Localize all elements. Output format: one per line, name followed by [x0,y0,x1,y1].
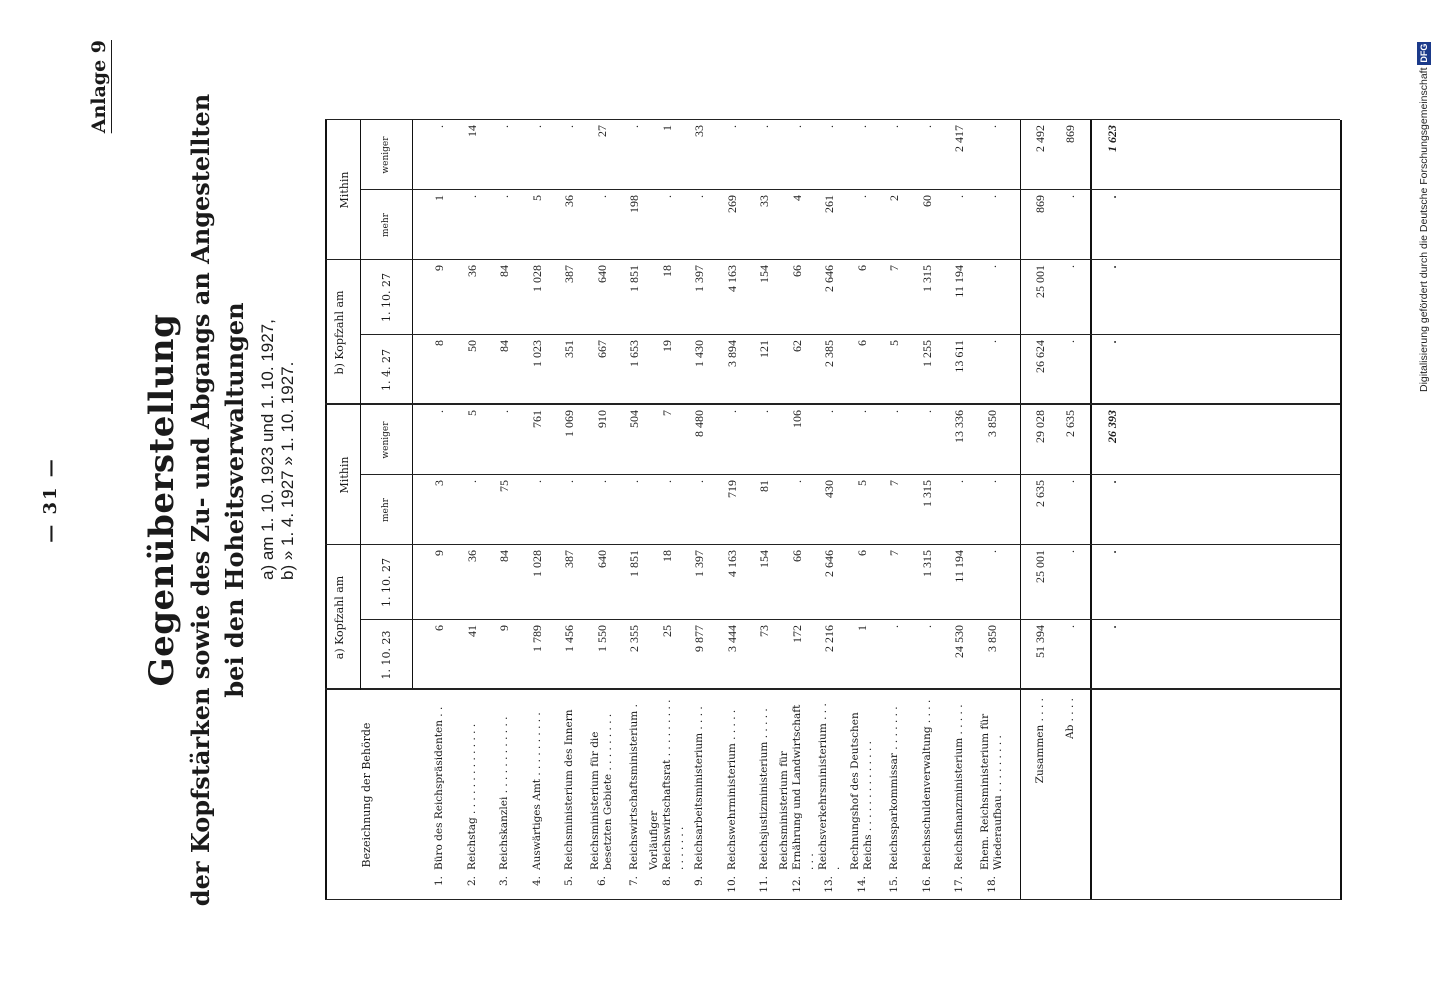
cell-aw: . [497,410,511,413]
cell-bw: 27 [594,125,609,137]
cell-b1: 13 611 [952,340,966,373]
cell-b2: 6 [854,265,869,271]
row-number: 14. [855,876,868,893]
header-b-date2: 1. 10. 27 [380,273,393,322]
cell-b1: 1 430 [692,340,706,367]
cell-b1: . [1105,340,1119,343]
cell-a1: 2 216 [822,625,836,652]
cell-bw: . [919,125,934,128]
cell-b2: 2 646 [822,265,836,292]
cell-bm: 198 [627,195,641,213]
cell-am: . [1105,480,1119,483]
cell-am: . [1063,480,1077,483]
cell-bw: 2 492 [1033,125,1047,152]
totals-rule [1020,120,1021,900]
cell-b2: 1 028 [529,265,544,292]
authority-label: Reichsverkehrsministerium . . . . [816,703,842,870]
cell-am: . [952,480,966,483]
row-number: 9. [693,876,705,887]
cell-bw: 1 [659,125,674,131]
cell-a2: 640 [594,550,609,568]
cell-bw: . [822,125,836,128]
cell-am: 719 [724,480,739,498]
cell-a1: . [919,625,934,628]
row-number: 18. [985,876,998,893]
cell-b1: 3 894 [724,340,739,367]
cell-b2: 1 851 [627,265,641,292]
cell-aw: 106 [789,410,804,428]
row-number: 15. [888,876,900,893]
side-credit-text: Digitalisierung gefördert durch die Deutsche Forschungsgemeinschaft [1418,67,1430,392]
row-number: 3. [498,876,510,887]
cell-a1: 1 550 [594,625,609,652]
cell-b2: 640 [594,265,609,283]
cell-a2: 1 315 [919,550,934,577]
cell-am: 7 [887,480,901,486]
cell-a2: 387 [562,550,576,568]
page-number: — 31 — [40,457,61,543]
cell-aw: 13 336 [952,410,966,443]
cell-aw: . [854,410,869,413]
header-b-weniger: weniger [381,136,391,174]
cell-b2: 11 194 [952,265,966,298]
header-a-mehr: mehr [381,498,391,522]
result-row [1098,120,1127,900]
cell-aw: 761 [529,410,544,428]
cell-b1: . [1063,340,1077,343]
cell-aw: 1 069 [562,410,576,437]
cell-a2: 9 [432,550,446,556]
cell-bw: 1 623 [1105,125,1119,152]
title-main: Gegenüberstellung [142,313,182,687]
table-row [978,120,1007,900]
cell-b2: 1 315 [919,265,934,292]
cell-aw: 2 635 [1063,410,1077,437]
cell-b1: 50 [464,340,479,352]
row-number: 6. [595,876,608,887]
cell-a1: 3 850 [984,625,999,652]
row-number: 10. [725,876,738,893]
table-top-rule [325,120,327,900]
annex-label: Anlage 9 [88,40,110,134]
cell-am: . [594,480,609,483]
cell-a2: 2 646 [822,550,836,577]
header-a-weniger: weniger [381,421,391,459]
table-row [913,120,942,900]
cell-a1: 2 355 [627,625,641,652]
cell-a2: 1 397 [692,550,706,577]
cell-a1: 25 [659,625,674,637]
cell-am: 3 [432,480,446,486]
cell-bm: 869 [1033,195,1047,213]
cell-am: 2 635 [1033,480,1047,507]
cell-am: . [529,480,544,483]
cell-bw: 869 [1063,125,1077,143]
cell-bw: . [562,125,576,128]
cell-bm: . [984,195,999,198]
cell-b2: 25 001 [1033,265,1047,298]
authority-label: Reichsfinanzministerium . . . . . [953,704,965,870]
cell-b1: 351 [562,340,576,358]
table-row [848,120,877,900]
cell-a2: 36 [464,550,479,562]
cell-b2: 387 [562,265,576,283]
cell-b1: 1 653 [627,340,641,367]
cell-b1: 667 [594,340,609,358]
row-number: 2. [465,876,478,887]
cell-bw: . [984,125,999,128]
cell-a2: 84 [497,550,511,562]
cell-a2: . [1105,550,1119,553]
cell-bw: . [887,125,901,128]
cell-aw: 26 393 [1105,410,1119,443]
cell-bw: . [789,125,804,128]
authority-label: Rechnungshof des Deutschen Reichs . . . . . . . . . . . . . . [849,712,874,870]
side-credit [1416,8,1432,392]
cell-a2: 1 851 [627,550,641,577]
authority-label: Reichsministerium für Ernährung und Landwirtschaft . . . [777,704,816,870]
cell-am: . [659,480,674,483]
cell-aw: . [822,410,836,413]
header-group-a: a) Kopfzahl am [333,575,346,660]
table-row [685,120,714,900]
authority-label: Büro des Reichspräsidenten . . [433,706,445,870]
cell-b1: 26 624 [1033,340,1047,373]
table-row [647,120,686,900]
cell-b2: 154 [757,265,771,283]
cell-a2: 1 028 [529,550,544,577]
cell-b2: . [1105,265,1119,268]
cell-b2: 36 [464,265,479,277]
row-number: 7. [628,876,640,887]
cell-bm: . [1105,195,1119,198]
cell-bm: . [854,195,869,198]
authority-label: Reichstag . . . . . . . . . . . . . . [465,723,478,870]
row-number: 1. [433,876,445,887]
cell-aw: 5 [464,410,479,416]
subtitle-b: b) » 1. 4. 1927 » 1. 10. 1927. [278,361,297,580]
cell-a1: 3 444 [724,625,739,652]
authority-label: Reichsjustizministerium . . . . . [758,708,770,870]
cell-b2: 84 [497,265,511,277]
table-row [490,120,519,900]
row-number: 4. [530,876,543,887]
cell-a1: . [1105,625,1119,628]
table-row [750,120,779,900]
cell-a1: 1 [854,625,869,631]
cell-aw: . [724,410,739,413]
header-a-date2: 1. 10. 27 [380,558,393,607]
cell-bm: 33 [757,195,771,207]
cell-a1: . [1063,625,1077,628]
cell-aw: 910 [594,410,609,428]
cell-b2: . [984,265,999,268]
cell-bm: . [692,195,706,198]
table-row [718,120,747,900]
table-row [458,120,487,900]
authority-label: Ehem. Reichsministerium für Wiederaufbau . . . . . . . . . [979,713,1004,870]
row-number: 16. [920,876,933,893]
cell-a1: 1 789 [529,625,544,652]
cell-b1: 19 [659,340,674,352]
header-b-date1: 1. 4. 27 [380,349,393,391]
cell-bm: 4 [789,195,804,201]
table-row [523,120,552,900]
cell-aw: 8 480 [692,410,706,437]
authority-label: Reichswirtschaftsministerium . [628,704,640,870]
table-row [555,120,584,900]
cell-am: 1 315 [919,480,934,507]
authority-label: Reichswehrministerium . . . . . [725,709,738,870]
authority-label: Reichsministerium für die besetzten Gebiete . . . . . . . . . [589,713,614,870]
totals-row [1026,120,1055,900]
header-mithin-a: Mithin [338,456,351,494]
cell-a2: 18 [659,550,674,562]
authority-label: Reichssparkommissar . . . . . . . [888,706,900,870]
header-bottom-rule [412,120,413,690]
cell-b1: . [984,340,999,343]
cell-am: 81 [757,480,771,492]
cell-a2: 154 [757,550,771,568]
cell-bw: . [854,125,869,128]
cell-a1: 6 [432,625,446,631]
cell-a1: 41 [464,625,479,637]
table-row [815,120,844,900]
authority-label: Reichsarbeitsministerium . . . . [693,706,705,870]
cell-bm: 36 [562,195,576,207]
table-row [620,120,649,900]
cell-am: 5 [854,480,869,486]
authority-label: Vorläufiger Reichswirtschaftsrat . . . . . . . . . . . . . . . . [647,699,686,870]
cell-am: . [562,480,576,483]
cell-b1: 1 023 [529,340,544,367]
cell-bm: 60 [919,195,934,207]
cell-b1: 62 [789,340,804,352]
cell-b1: 2 385 [822,340,836,367]
authority-label: Reichskanzlei . . . . . . . . . . . . [498,716,510,870]
row-number: 12. [790,876,803,893]
cell-bm: . [1063,195,1077,198]
cell-bw: 2 417 [952,125,966,152]
cell-b2: . [1063,265,1077,268]
cell-a2: 4 163 [724,550,739,577]
cell-bm: . [659,195,674,198]
cell-a1: 9 877 [692,625,706,652]
cell-a2: 25 001 [1033,550,1047,583]
cell-am: . [464,480,479,483]
table-bottom-rule [1340,120,1342,900]
cell-aw: . [757,410,771,413]
cell-a2: 66 [789,550,804,562]
cell-b2: 1 397 [692,265,706,292]
cell-bm: . [594,195,609,198]
dfg-logo: DFG [1419,43,1429,63]
header-authority: Bezeichnung der Behörde [360,722,373,868]
cell-am: 430 [822,480,836,498]
cell-bw: 14 [464,125,479,137]
cell-aw: 3 850 [984,410,999,437]
authority-label: Auswärtiges Amt . . . . . . . . . . [530,712,543,870]
authority-label: Reichsschuldenverwaltung . . . . [920,699,933,870]
cell-b1: 8 [432,340,446,346]
title-line-3: bei den Hoheitsverwaltungen [220,302,249,698]
cell-a1: 24 530 [952,625,966,658]
cell-b1: 6 [854,340,869,346]
cell-bm: 1 [432,195,446,201]
cell-aw: 7 [659,410,674,416]
table-row [425,120,454,900]
row-number: 8. [660,876,673,887]
cell-am: . [984,480,999,483]
cell-aw: 29 028 [1033,410,1047,443]
row-number: 11. [758,876,770,893]
cell-bw: . [757,125,771,128]
cell-a2: 6 [854,550,869,556]
cell-b1: 1 255 [919,340,934,367]
cell-b2: 18 [659,265,674,277]
cell-a2: 7 [887,550,901,556]
cell-a2: . [1063,550,1077,553]
cell-a1: 172 [789,625,804,643]
cell-a2: 11 194 [952,550,966,583]
row-number: 13. [823,876,835,893]
cell-bm: 5 [529,195,544,201]
table-row [880,120,909,900]
cell-a1: 51 394 [1033,625,1047,658]
ab-row [1056,120,1085,900]
cell-aw: . [432,410,446,413]
cell-a1: 1 456 [562,625,576,652]
authority-label: Ab . . . . [1064,698,1076,740]
row-number: 17. [953,876,965,893]
cell-b1: 84 [497,340,511,352]
title-line-2: der Kopfstärken sowie des Zu- und Abgangs an Angestellten [186,93,215,907]
cell-a1: 73 [757,625,771,637]
cell-aw: . [887,410,901,413]
cell-bw: . [432,125,446,128]
table-row [588,120,617,900]
cell-bw: 33 [692,125,706,137]
header-mithin-b: Mithin [338,171,351,209]
cell-am: . [692,480,706,483]
table-row [777,120,816,900]
cell-bm: . [497,195,511,198]
cell-bw: . [497,125,511,128]
cell-bm: 2 [887,195,901,201]
cell-b2: 9 [432,265,446,271]
subtitle-a: a) am 1. 10. 1923 und 1. 10. 1927, [258,319,277,580]
cell-b2: 4 163 [724,265,739,292]
row-number: 5. [563,876,575,887]
cell-b2: 7 [887,265,901,271]
cell-bw: . [724,125,739,128]
cell-bw: . [529,125,544,128]
authority-label: Reichsministerium des Innern [563,709,575,870]
cell-bw: . [627,125,641,128]
cell-b1: 5 [887,340,901,346]
cell-aw: 504 [627,410,641,428]
cell-aw: . [919,410,934,413]
cell-bm: . [952,195,966,198]
cell-am: . [789,480,804,483]
cell-a1: . [887,625,901,628]
cell-b2: 66 [789,265,804,277]
cell-a1: 9 [497,625,511,631]
table-row [945,120,974,900]
header-group-b: b) Kopfzahl am [333,290,346,375]
cell-bm: . [464,195,479,198]
cell-am: 75 [497,480,511,492]
header-a-date1: 1. 10. 23 [380,630,393,680]
header-mid-rule [360,120,361,690]
cell-am: . [627,480,641,483]
authority-label: Zusammen . . . . [1034,698,1046,784]
cell-a2: . [984,550,999,553]
cell-b1: 121 [757,340,771,358]
cell-bm: 269 [724,195,739,213]
cell-bm: 261 [822,195,836,213]
header-b-mehr: mehr [381,213,391,237]
result-rule [1090,120,1092,900]
